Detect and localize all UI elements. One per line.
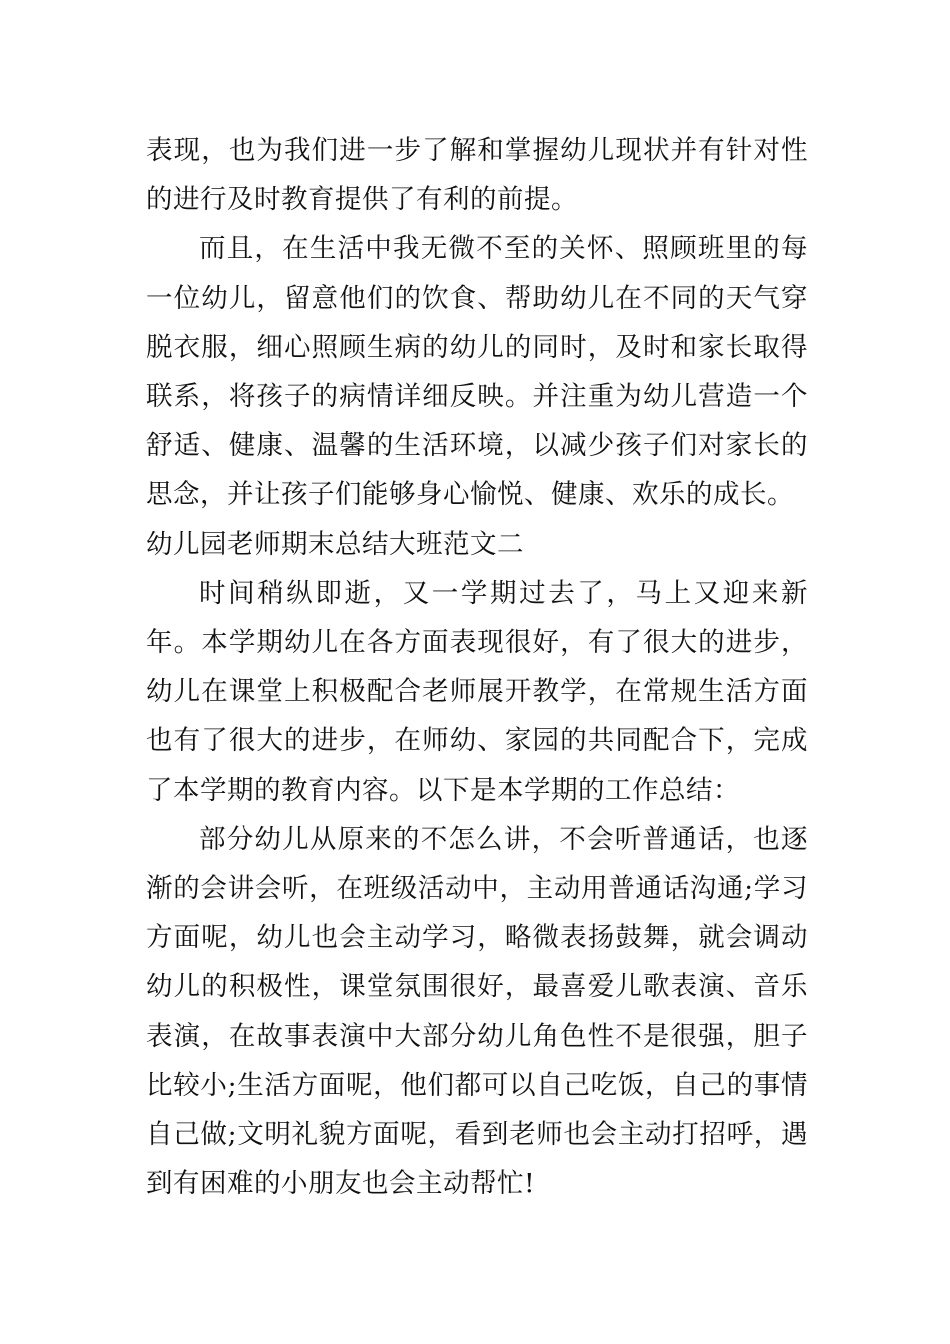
paragraph-progress: 部分幼儿从原来的不怎么讲，不会听普通话，也逐渐的会讲会听，在班级活动中，主动用普通话沟通;学习方面呢，幼儿也会主动学习，略微表扬鼓舞，就会调动幼儿的积极性，课堂氛围很好，最喜爱儿歌表演、音乐表演，在故事表演中大部分幼儿角色性不是很强，胆子比较小;生活方面呢，他们都可以自己吃饭，自己的事情自己做;文明礼貌方面呢，看到老师也会主动打招呼，遇到有困难的小朋友也会主动帮忙! (146, 823, 808, 1200)
section-heading: 幼儿园老师期末总结大班范文二 (146, 528, 524, 560)
paragraph-continuation: 表现，也为我们进一步了解和掌握幼儿现状并有针对性的进行及时教育提供了有利的前提。 (146, 135, 808, 216)
paragraph-care: 而且，在生活中我无微不至的关怀、照顾班里的每一位幼儿，留意他们的饮食、帮助幼儿在不同的天气穿脱衣服，细心照顾生病的幼儿的同时，及时和家长取得联系，将孩子的病情详细反映。并注重为幼儿营造一个舒适、健康、温馨的生活环境，以减少孩子们对家长的思念，并让孩子们能够身心愉悦、健康、欢乐的成长。 (146, 233, 808, 511)
paragraph-semester-intro: 时间稍纵即逝，又一学期过去了，马上又迎来新年。本学期幼儿在各方面表现很好，有了很大的进步，幼儿在课堂上积极配合老师展开教学，在常规生活方面也有了很大的进步，在师幼、家园的共同配合下，完成了本学期的教育内容。以下是本学期的工作总结： (146, 577, 808, 806)
document-body (146, 126, 808, 1208)
